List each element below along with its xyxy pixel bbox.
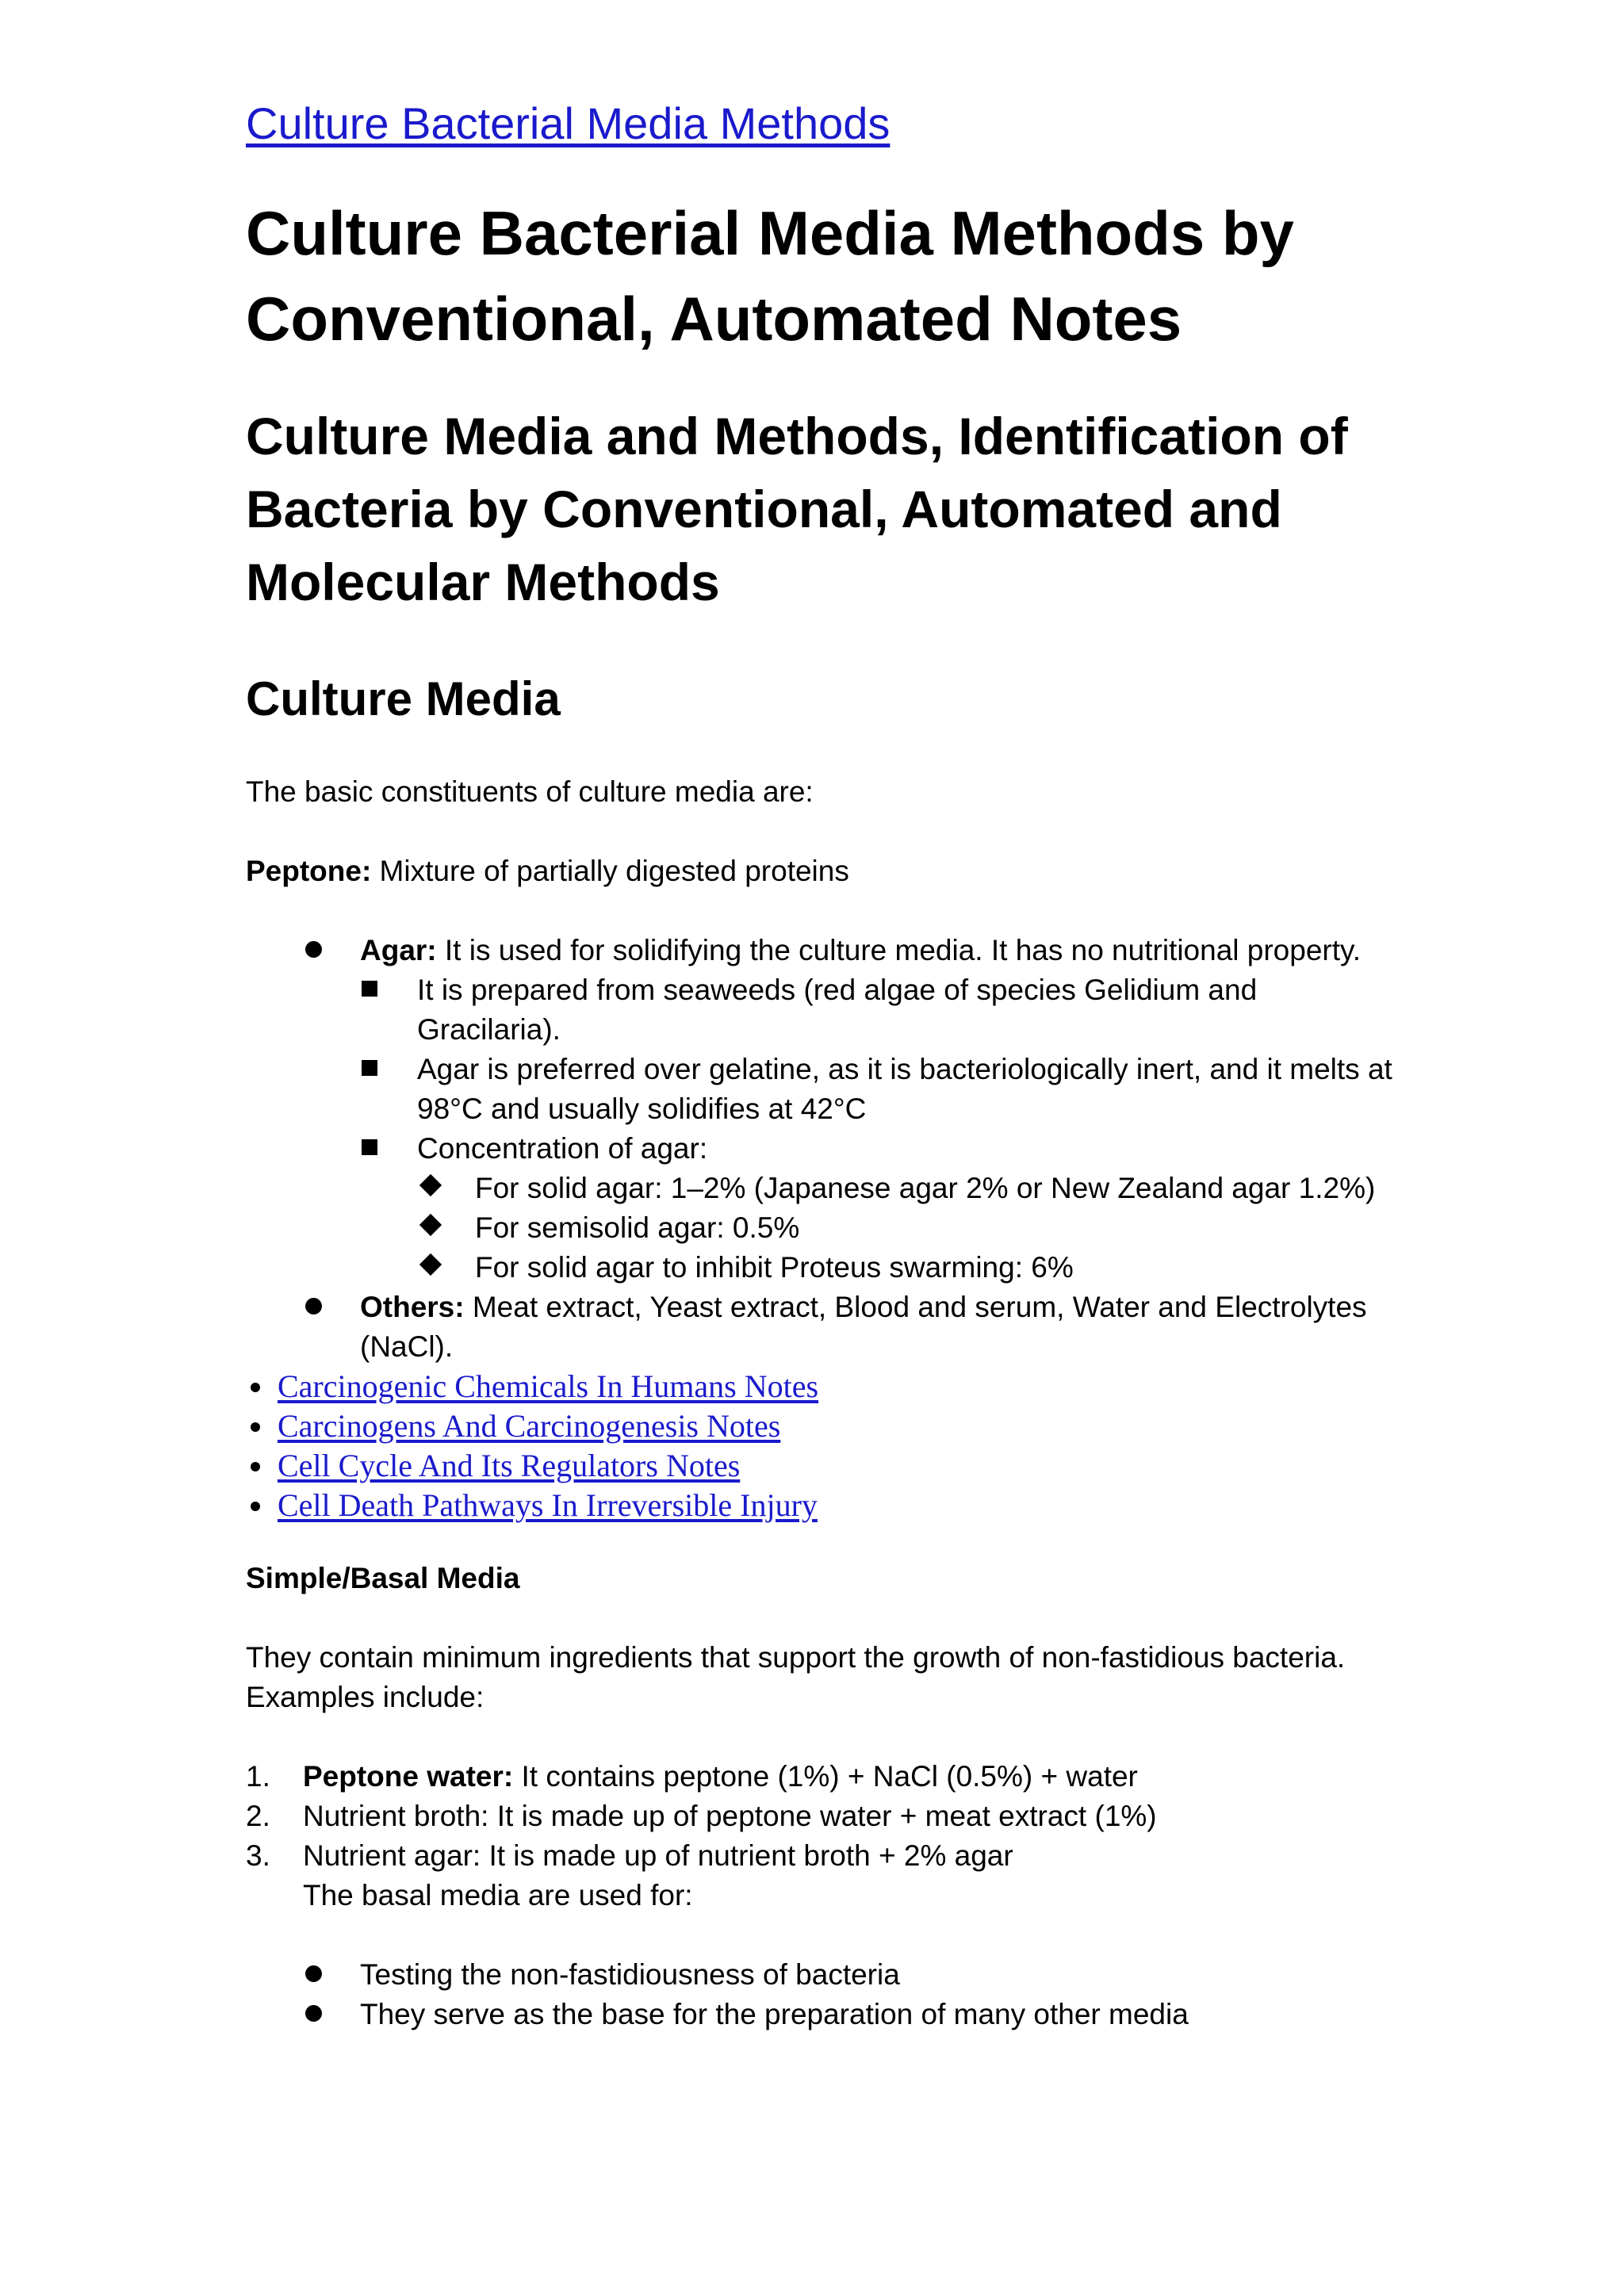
list-item xyxy=(417,1129,1404,1288)
basal-media-examples-list xyxy=(246,1757,1404,1915)
related-links-list xyxy=(246,1367,1404,1525)
list-item: For solid agar: 1–2% (Japanese agar 2% or New Zealand agar 1.2%) xyxy=(475,1169,1404,1208)
list-item: Agar is preferred over gelatine, as it is bacteriologically inert, and it melts at 98°C and usually solidifies at 42°C xyxy=(417,1050,1404,1129)
agar-details-list xyxy=(360,970,1404,1288)
agar-label: Agar: xyxy=(360,934,437,966)
list-item: They serve as the base for the preparation of many other media xyxy=(360,1995,1404,2034)
constituents-list xyxy=(246,931,1404,1367)
list-item xyxy=(278,1486,1404,1525)
others-text: Meat extract, Yeast extract, Blood and serum, Water and Electrolytes (NaCl). xyxy=(360,1291,1367,1363)
list-item xyxy=(278,1367,1404,1406)
list-item: It is prepared from seaweeds (red algae of species Gelidium and Gracilaria). xyxy=(417,970,1404,1050)
basal-media-uses-list xyxy=(246,1955,1404,2034)
agar-concentration-list xyxy=(417,1169,1404,1288)
peptone-label: Peptone: xyxy=(246,855,372,887)
intro-paragraph: The basic constituents of culture media are: xyxy=(246,775,814,808)
related-link[interactable]: Cell Death Pathways In Irreversible Injury xyxy=(278,1487,818,1523)
list-number: 3. xyxy=(246,1839,270,1872)
list-item: For semisolid agar: 0.5% xyxy=(475,1208,1404,1248)
simple-media-description: They contain minimum ingredients that support the growth of non-fastidious bacteria. Examples include: xyxy=(246,1641,1346,1713)
document-page xyxy=(246,95,1404,2034)
list-item-agar xyxy=(360,931,1404,1288)
item-label: Peptone water: xyxy=(303,1760,514,1793)
page-subtitle: Culture Media and Methods, Identification of Bacteria by Conventional, Automated and Molecular Methods xyxy=(246,407,1348,611)
list-item xyxy=(278,1406,1404,1446)
list-item: For solid agar to inhibit Proteus swarming: 6% xyxy=(475,1248,1404,1288)
list-item xyxy=(278,1446,1404,1486)
item-text: Nutrient agar: It is made up of nutrient broth + 2% agar xyxy=(303,1839,1013,1872)
related-link[interactable]: Carcinogenic Chemicals In Humans Notes xyxy=(278,1368,819,1404)
list-item xyxy=(246,1836,1404,1915)
item-text: It contains peptone (1%) + NaCl (0.5%) + water xyxy=(513,1760,1138,1793)
list-number: 2. xyxy=(246,1800,270,1832)
others-label: Others: xyxy=(360,1291,465,1323)
section-heading-culture-media: Culture Media xyxy=(246,672,561,725)
list-item-others xyxy=(360,1288,1404,1367)
list-item: Testing the non-fastidiousness of bacteria xyxy=(360,1955,1404,1995)
related-link[interactable]: Carcinogens And Carcinogenesis Notes xyxy=(278,1408,781,1444)
top-article-link[interactable]: Culture Bacterial Media Methods xyxy=(246,98,891,148)
agar-text: It is used for solidifying the culture media. It has no nutritional property. xyxy=(436,934,1362,966)
simple-media-heading: Simple/Basal Media xyxy=(246,1562,520,1594)
concentration-heading: Concentration of agar: xyxy=(417,1132,708,1165)
item-text: Nutrient broth: It is made up of peptone water + meat extract (1%) xyxy=(303,1800,1157,1832)
list-item xyxy=(246,1797,1404,1836)
related-link[interactable]: Cell Cycle And Its Regulators Notes xyxy=(278,1448,741,1483)
peptone-text: Mixture of partially digested proteins xyxy=(371,855,849,887)
peptone-paragraph xyxy=(246,851,1404,891)
basal-uses-intro: The basal media are used for: xyxy=(303,1879,693,1911)
list-item xyxy=(246,1757,1404,1797)
list-number: 1. xyxy=(246,1760,270,1793)
page-title: Culture Bacterial Media Methods by Conventional, Automated Notes xyxy=(246,198,1294,354)
